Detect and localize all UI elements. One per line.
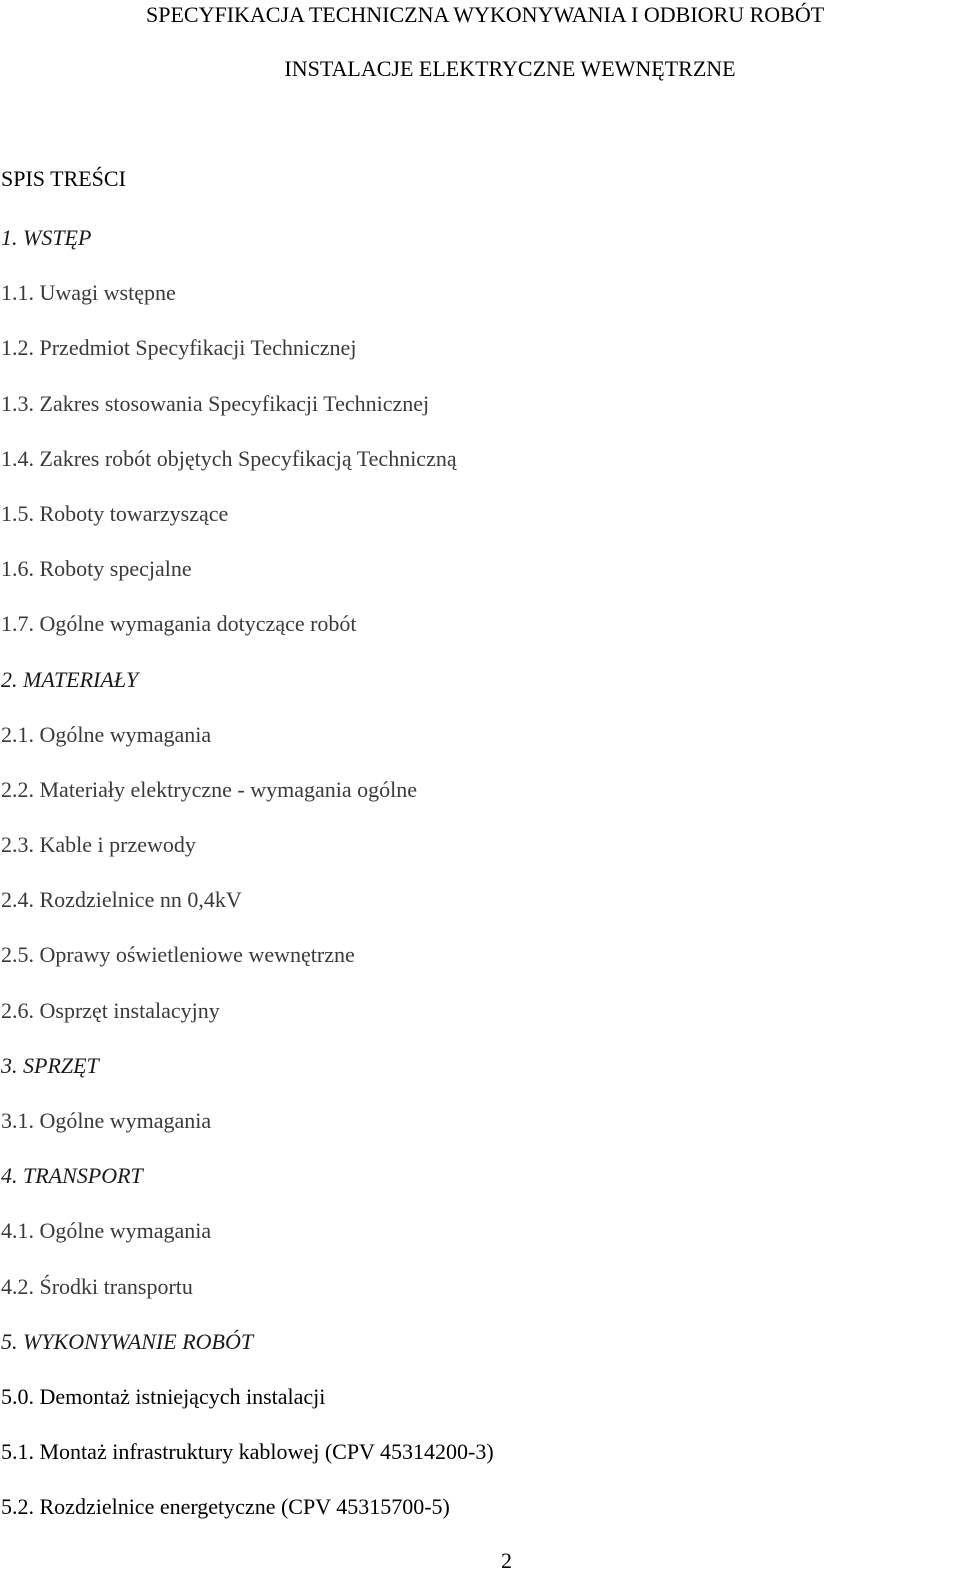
toc-item: 4.2. Środki transportu xyxy=(1,1273,193,1299)
toc-item: 1.3. Zakres stosowania Specyfikacji Technicznej xyxy=(1,390,430,416)
toc-section-heading: 5. WYKONYWANIE ROBÓT xyxy=(1,1328,254,1354)
toc-item: 2.2. Materiały elektryczne - wymagania ogólne xyxy=(1,776,418,802)
toc-item: 1.5. Roboty towarzyszące xyxy=(1,500,229,526)
toc-item: 2.4. Rozdzielnice nn 0,4kV xyxy=(1,887,242,913)
toc-item: 4.1. Ogólne wymagania xyxy=(1,1218,212,1244)
toc-item: 3.1. Ogólne wymagania xyxy=(1,1108,212,1133)
toc-section-heading: 2. MATERIAŁY xyxy=(1,666,139,692)
toc-heading: SPIS TREŚCI xyxy=(1,166,126,191)
toc-item: 1.4. Zakres robót objętych Specyfikacją Techniczną xyxy=(1,445,457,471)
toc-item: 5.0. Demontaż istniejących instalacji xyxy=(1,1383,326,1409)
toc-item: 2.5. Oprawy oświetleniowe wewnętrzne xyxy=(1,942,355,968)
page-number: 2 xyxy=(501,1548,512,1573)
toc-item: 2.3. Kable i przewody xyxy=(1,832,196,858)
toc-section-heading: 1. WSTĘP xyxy=(1,225,92,250)
toc-item: 1.6. Roboty specjalne xyxy=(1,556,192,582)
toc-item: 5.1. Montaż infrastruktury kablowej (CPV 45314200-3) xyxy=(1,1439,494,1465)
toc-item: 2.6. Osprzęt instalacyjny xyxy=(1,997,220,1023)
toc-section-heading: 3. SPRZĘT xyxy=(1,1052,99,1078)
document-subtitle: INSTALACJE ELEKTRYCZNE WEWNĘTRZNE xyxy=(284,56,736,81)
toc-item: 2.1. Ogólne wymagania xyxy=(1,721,212,747)
toc-item: 5.2. Rozdzielnice energetyczne (CPV 45315700-5) xyxy=(1,1494,450,1520)
toc-item: 1.7. Ogólne wymagania dotyczące robót xyxy=(1,611,357,637)
toc-item: 1.1. Uwagi wstępne xyxy=(1,280,176,306)
document-title: SPECYFIKACJA TECHNICZNA WYKONYWANIA I ODBIORU ROBÓT xyxy=(146,2,825,27)
table-of-contents xyxy=(1,221,494,1546)
toc-item: 1.2. Przedmiot Specyfikacji Technicznej xyxy=(1,335,357,361)
toc-section-heading: 4. TRANSPORT xyxy=(1,1163,143,1189)
